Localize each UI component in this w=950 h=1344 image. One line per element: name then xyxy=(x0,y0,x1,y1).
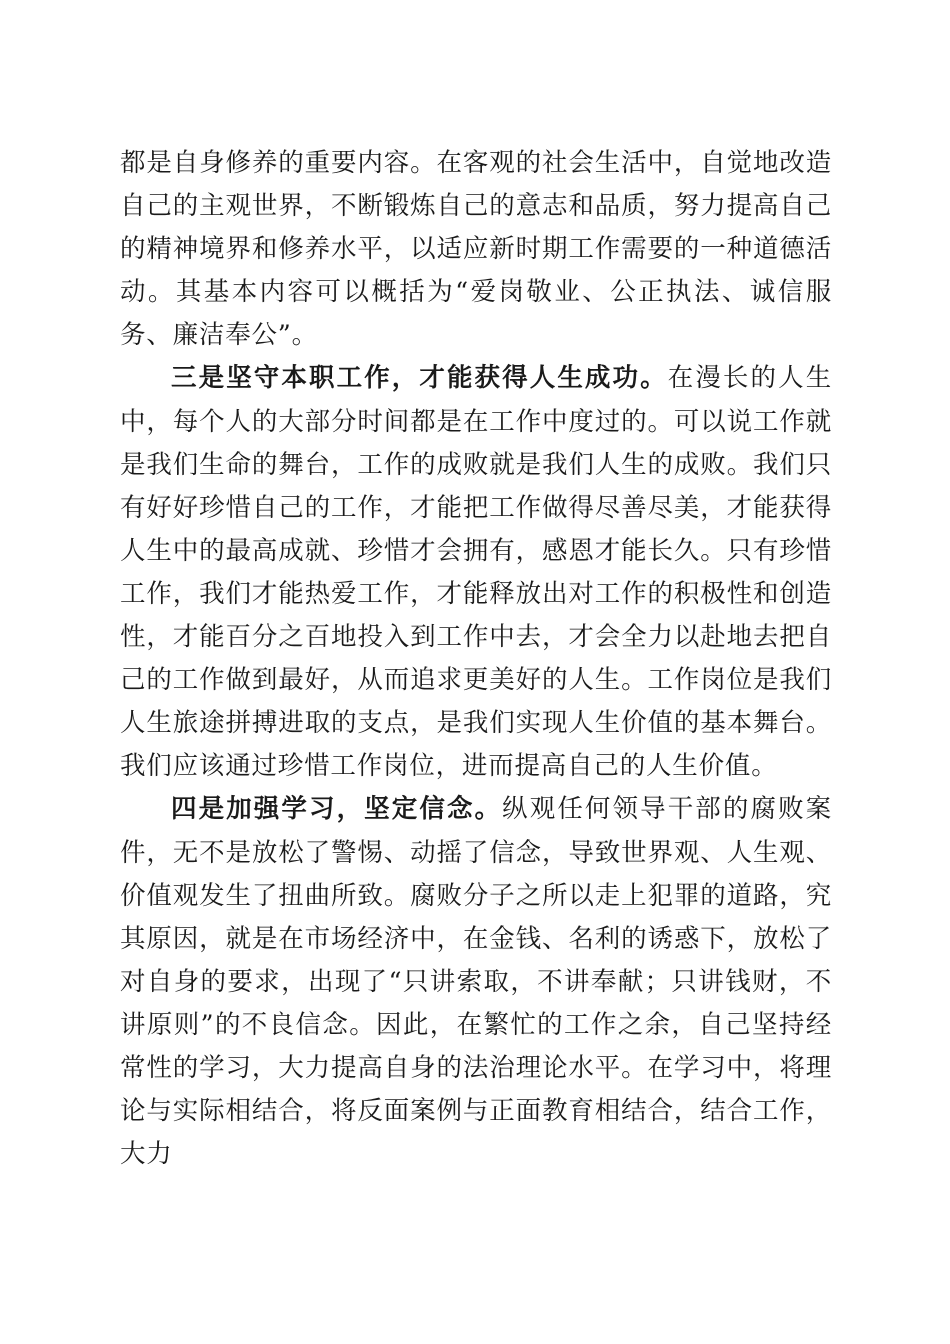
section-three-heading: 三是坚守本职工作，才能获得人生成功。 xyxy=(171,363,668,394)
paragraph-text: 纵观任何领导干部的腐败案件，无不是放松了警惕、动摇了信念，导致世界观、人生观、价值观发生了扭曲所致。腐败分子之所以走上犯罪的道路，究其原因，就是在市场经济中，在金钱、名利的诱惑下，放松了对自身的要求，出现了“只讲索取，不讲奉献；只讲钱财，不讲原则”的不良信念。因此，在繁忙的工作之余，自己坚持经常性的学习，大力提高自身的法治理论水平。在学习中，将理论与实际相结合，将反面案例与正面教育相结合，结合工作，大力 xyxy=(120,794,832,1170)
paragraph-text: 都是自身修养的重要内容。在客观的社会生活中，自觉地改造自己的主观世界，不断锻炼自己的意志和品质，努力提高自己的精神境界和修养水平，以适应新时期工作需要的一种道德活动。其基本内容可以概括为“爱岗敬业、公正执法、诚信服务、廉洁奉公”。 xyxy=(120,148,832,351)
section-four-heading: 四是加强学习，坚定信念。 xyxy=(171,794,503,825)
paragraph-text: 在漫长的人生中，每个人的大部分时间都是在工作中度过的。可以说工作就是我们生命的舞台，工作的成败就是我们人生的成败。我们只有好好珍惜自己的工作，才能把工作做得尽善尽美，才能获得人生中的最高成就、珍惜才会拥有，感恩才能长久。只有珍惜工作，我们才能热爱工作，才能释放出对工作的积极性和创造性，才能百分之百地投入到工作中去，才会全力以赴地去把自己的工作做到最好，从而追求更美好的人生。工作岗位是我们人生旅途拼搏进取的支点，是我们实现人生价值的基本舞台。我们应该通过珍惜工作岗位，进而提高自己的人生价值。 xyxy=(120,363,832,782)
paragraph-section-four xyxy=(120,788,832,1176)
paragraph-section-three xyxy=(120,357,832,788)
paragraph-continuation xyxy=(120,142,832,357)
document-body xyxy=(120,142,832,1176)
